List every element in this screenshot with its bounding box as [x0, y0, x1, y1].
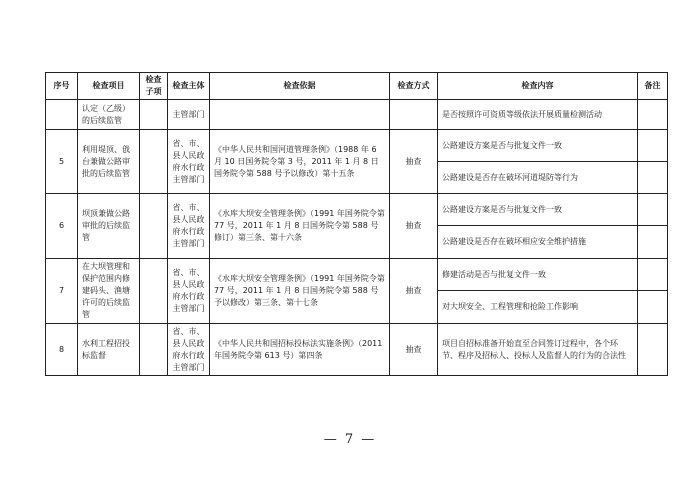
remarks-cell [638, 130, 668, 162]
basis-cell: 《水库大坝安全管理条例》（1991 年国务院令第 77 号，2011 年 1 月 8 日国务院令第 588 号予以修改）第三条、第十七条 [210, 259, 390, 324]
subitem-cell [140, 324, 168, 376]
remarks-cell [638, 194, 668, 226]
inspection-table [45, 72, 668, 376]
page-number: — 7 — [323, 432, 377, 447]
header-seq: 序号 [46, 73, 78, 100]
header-content: 检查内容 [438, 73, 638, 100]
subject-cell: 省、市、县人民政府水行政主管部门 [168, 130, 210, 194]
header-subject: 检查主体 [168, 73, 210, 100]
seq-cell [46, 100, 78, 130]
basis-cell: 《中华人民共和国河道管理条例》（1988 年 6 月 10 日国务院令第 3 号，2011 年 1 月 8 日国务院令第 588 号予以修改）第十五条 [210, 130, 390, 194]
method-cell: 抽查 [390, 130, 438, 194]
subject-cell: 省、市、县人民政府水行政主管部门 [168, 259, 210, 324]
table-row [46, 324, 668, 376]
subitem-cell [140, 100, 168, 130]
subject-cell: 主管部门 [168, 100, 210, 130]
content-cell: 是否按照许可资质等级依法开展质量检测活动 [438, 100, 638, 130]
subject-cell: 省、市、县人民政府水行政主管部门 [168, 194, 210, 259]
header-remarks: 备注 [638, 73, 668, 100]
content-cell: 公路建设方案是否与批复文件一致 [438, 194, 638, 226]
table-row [46, 130, 668, 162]
header-row [46, 73, 668, 100]
table-row [46, 194, 668, 226]
method-cell: 抽查 [390, 259, 438, 324]
content-cell: 公路建设是否存在破坏相应安全维护措施 [438, 226, 638, 259]
header-basis: 检查依据 [210, 73, 390, 100]
seq-cell: 5 [46, 130, 78, 194]
header-subitem: 检查子项 [140, 73, 168, 100]
content-cell: 修建活动是否与批复文件一致 [438, 259, 638, 291]
item-cell: 在大坝管理和保护范围内修建码头、渔塘许可的后续监管 [78, 259, 140, 324]
subitem-cell [140, 130, 168, 194]
subitem-cell [140, 259, 168, 324]
item-cell: 认定（乙级）的后续监管 [78, 100, 140, 130]
item-cell: 利用堤顶、戗台兼做公路审批的后续监管 [78, 130, 140, 194]
subitem-cell [140, 194, 168, 259]
method-cell: 抽查 [390, 194, 438, 259]
basis-cell: 《水库大坝安全管理条例》（1991 年国务院令第 77 号，2011 年 1 月 8 日国务院令第 588 号修订）第三条、第十六条 [210, 194, 390, 259]
remarks-cell [638, 100, 668, 130]
basis-cell [210, 100, 390, 130]
table-row [46, 100, 668, 130]
content-cell: 项目自招标准备开始直至合同签订过程中，各个环节、程序及招标人、投标人及监督人的行为的合法性 [438, 324, 638, 376]
method-cell [390, 100, 438, 130]
subject-cell: 省、市、县人民政府水行政主管部门 [168, 324, 210, 376]
basis-cell: 《中华人民共和国招标投标法实施条例》（2011 年国务院令第 613 号）第四条 [210, 324, 390, 376]
seq-cell: 7 [46, 259, 78, 324]
seq-cell: 8 [46, 324, 78, 376]
remarks-cell [638, 226, 668, 259]
table-row [46, 259, 668, 291]
item-cell: 水利工程招投标监督 [78, 324, 140, 376]
content-cell: 公路建设方案是否与批复文件一致 [438, 130, 638, 162]
content-cell: 公路建设是否存在破坏河道堤防等行为 [438, 162, 638, 194]
header-item: 检查项目 [78, 73, 140, 100]
header-method: 检查方式 [390, 73, 438, 100]
remarks-cell [638, 324, 668, 376]
remarks-cell [638, 162, 668, 194]
remarks-cell [638, 259, 668, 291]
method-cell: 抽查 [390, 324, 438, 376]
content-cell: 对大坝安全、工程管理和抢险工作影响 [438, 291, 638, 324]
seq-cell: 6 [46, 194, 78, 259]
item-cell: 坝顶兼做公路审批的后续监管 [78, 194, 140, 259]
remarks-cell [638, 291, 668, 324]
